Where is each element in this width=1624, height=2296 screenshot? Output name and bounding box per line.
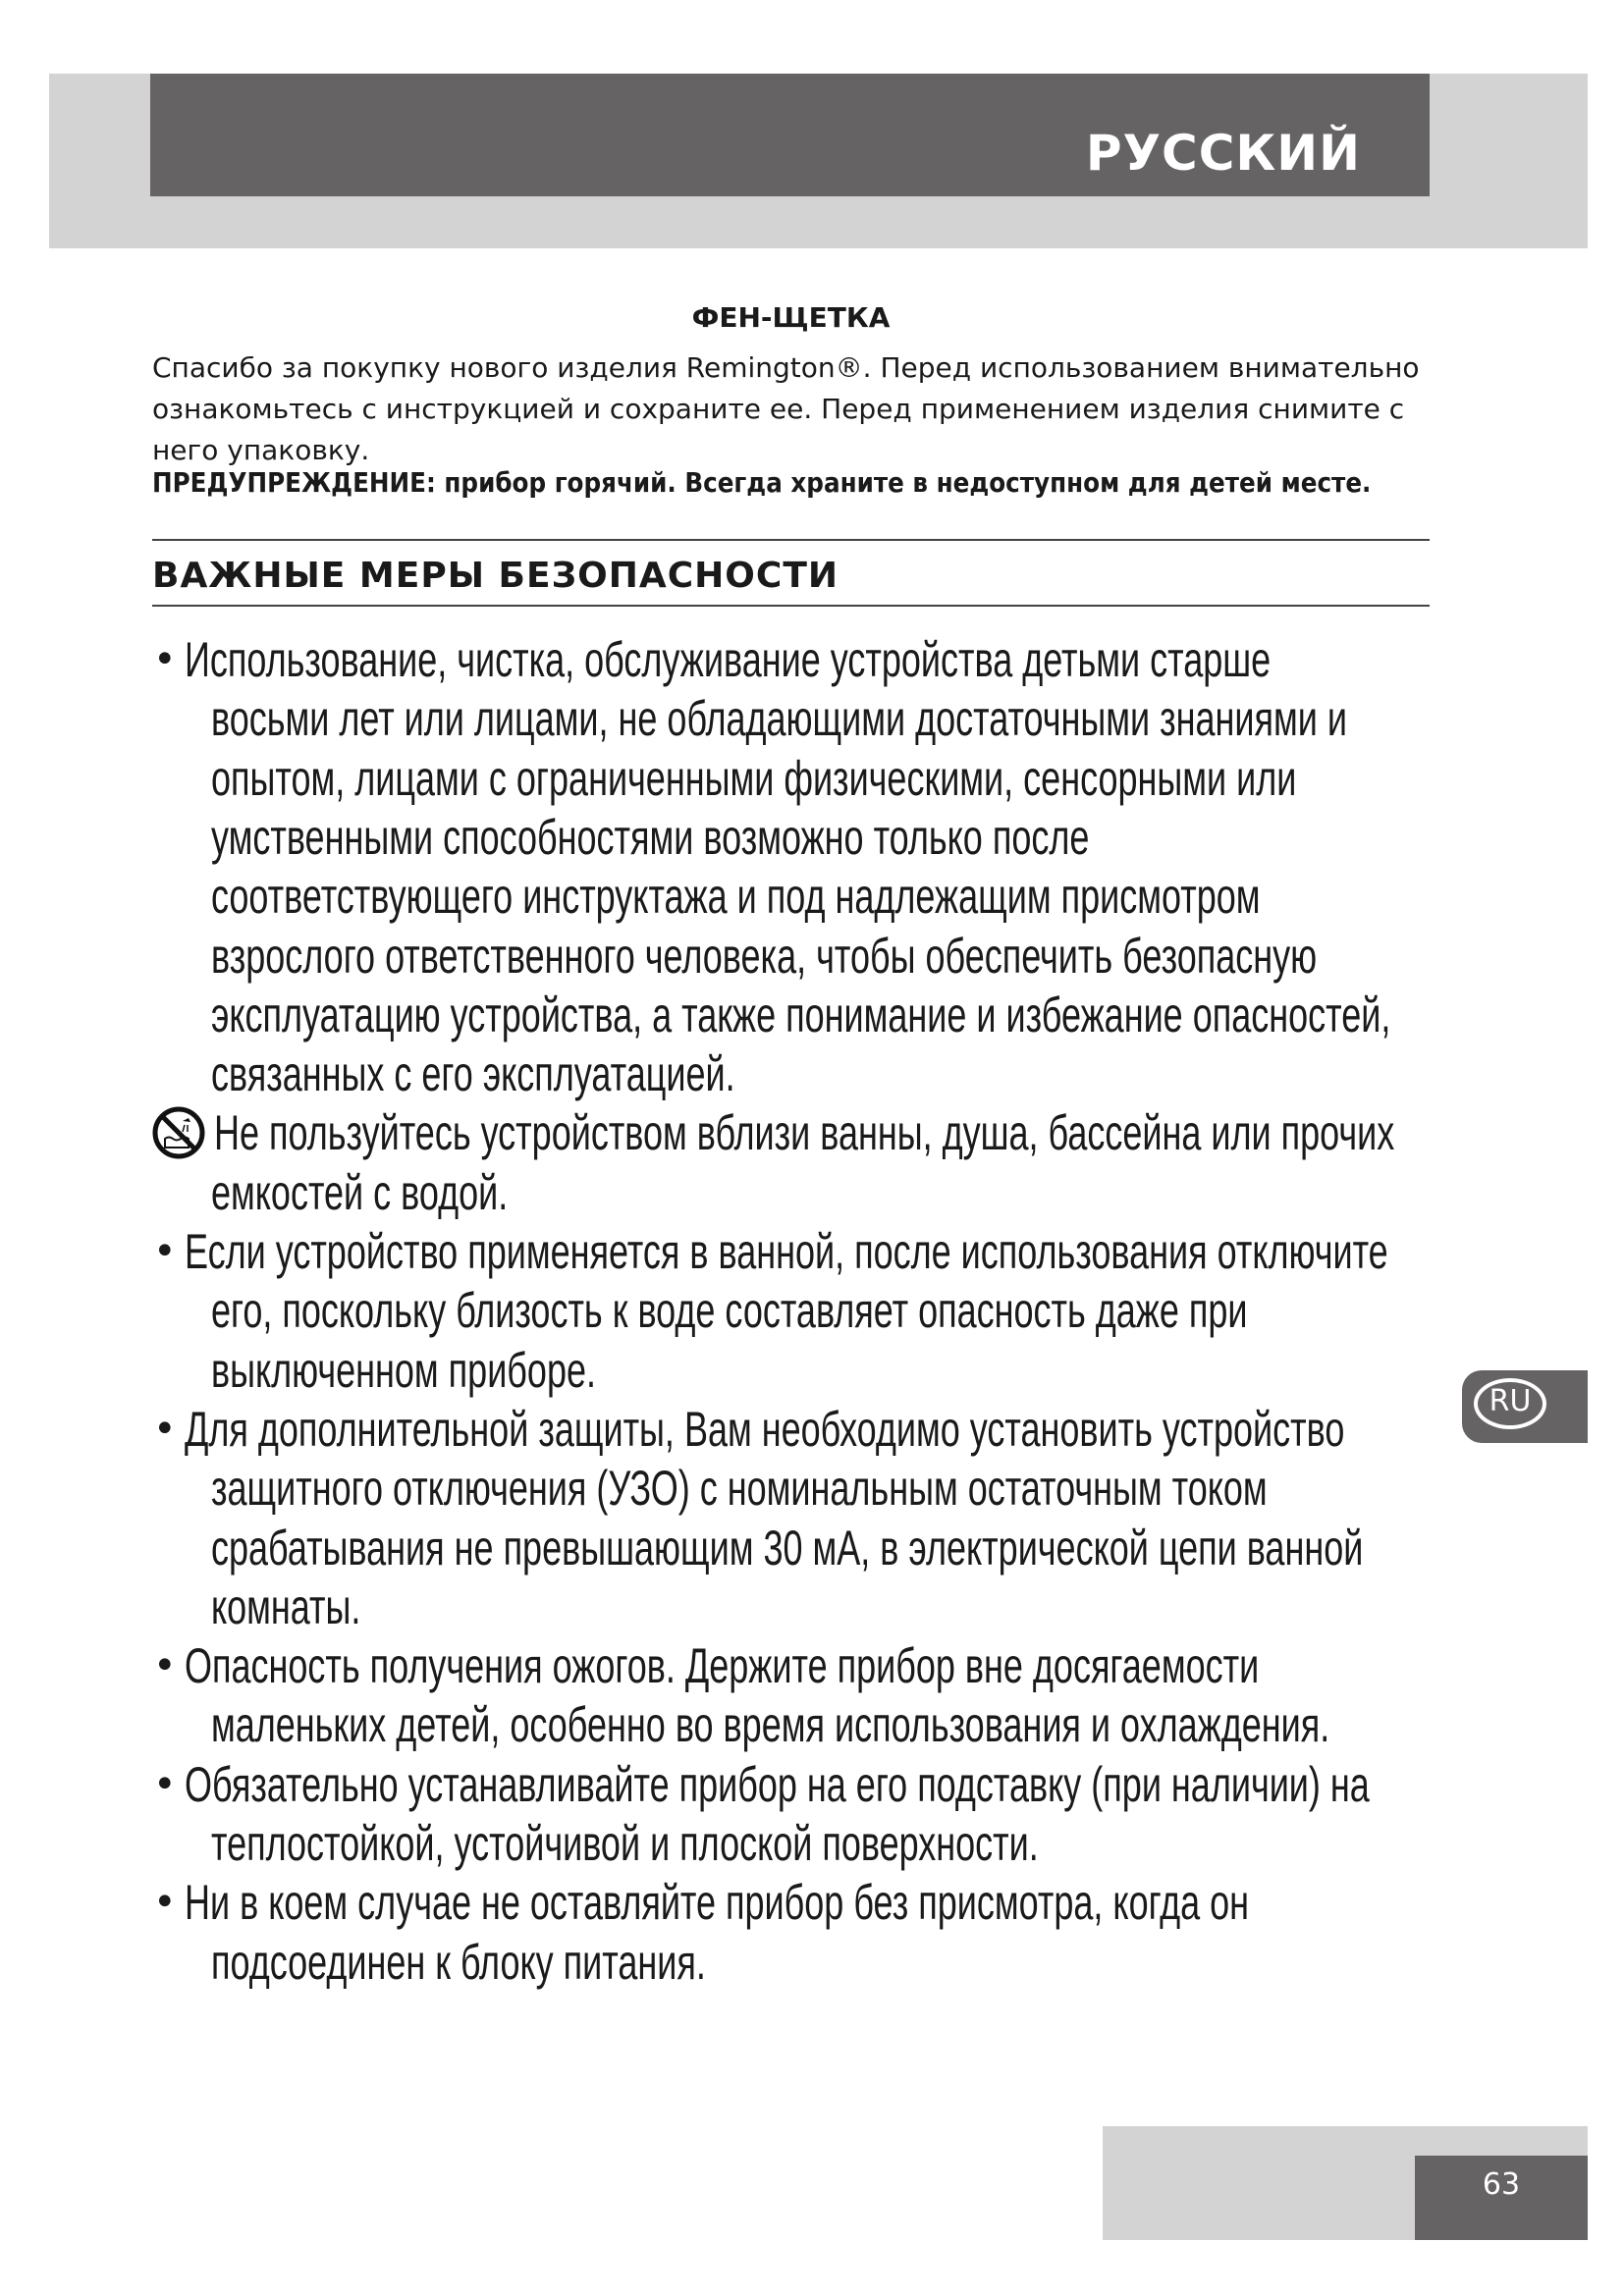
- list-item-line: Использование, чистка, обслуживание устройства детьми старше: [185, 632, 1272, 687]
- list-item-line: Ни в коем случае не оставляйте прибор без присмотра, когда он: [185, 1875, 1250, 1931]
- list-item-line: взрослого ответственного человека, чтобы обеспечить безопасную: [211, 928, 1318, 984]
- bullet-dot: •: [153, 637, 177, 682]
- header-bar: [150, 74, 1430, 196]
- list-item-line: теплостойкой, устойчивой и плоской поверхности.: [211, 1816, 1039, 1871]
- language-tab: [1462, 1370, 1588, 1443]
- list-item-line: срабатывания не превышающим 30 мА, в электрической цепи ванной: [211, 1520, 1364, 1575]
- intro-text: Спасибо за покупку нового изделия Remington®. Перед использованием внимательно ознакомьтесь с инструкцией и сохраните ее. Перед применением изделия снимите с него упаковку.: [152, 351, 1420, 466]
- list-item-line: Обязательно устанавливайте прибор на его подставку (при наличии) на: [185, 1756, 1370, 1812]
- list-item-line: эксплуатацию устройства, а также понимание и избежание опасностей,: [211, 987, 1391, 1042]
- list-item-line: подсоединен к блоку питания.: [211, 1934, 706, 1990]
- bullet-dot: •: [153, 1229, 177, 1274]
- page-number: 63: [1415, 2156, 1588, 2240]
- language-tab-label: RU: [1474, 1378, 1546, 1429]
- list-item-line: связанных с его эксплуатацией.: [211, 1046, 735, 1102]
- section-title: ВАЖНЫЕ МЕРЫ БЕЗОПАСНОСТИ: [152, 556, 839, 596]
- list-item-line: емкостей с водой.: [211, 1164, 509, 1220]
- list-item-line: Если устройство применяется в ванной, после использования отключите: [185, 1224, 1388, 1279]
- language-title: РУССКИЙ: [1085, 125, 1361, 182]
- list-item-line: опытом, лицами с ограниченными физическими, сенсорными или: [211, 750, 1297, 806]
- product-title: ФЕН-ЩЕТКА: [691, 301, 891, 334]
- warning-text: ПРЕДУПРЕЖДЕНИЕ: прибор горячий. Всегда храните в недоступном для детей месте.: [152, 466, 1372, 499]
- list-item-line: защитного отключения (УЗО) с номинальным остаточным током: [211, 1461, 1268, 1517]
- bullet-dot: •: [153, 1643, 177, 1689]
- bullet-dot: •: [153, 1761, 177, 1807]
- list-item-line: его, поскольку близость к воде составляет опасность даже при: [211, 1283, 1248, 1339]
- no-bath-icon: [151, 1105, 206, 1160]
- list-item-line: умственными способностями возможно только после: [211, 809, 1090, 865]
- list-item-line: Опасность получения ожогов. Держите прибор вне досягаемости: [185, 1638, 1260, 1694]
- list-item-line: соответствующего инструктажа и под надлежащим присмотром: [211, 869, 1261, 925]
- list-item-line: Не пользуйтесь устройством вблизи ванны, душа, бассейна или прочих: [214, 1105, 1395, 1161]
- list-item-line: восьми лет или лицами, не обладающими достаточными знаниями и: [211, 691, 1347, 747]
- section-rule-top: [152, 539, 1430, 541]
- list-item-line: выключенном приборе.: [211, 1342, 596, 1398]
- list-item-line: Для дополнительной защиты, Вам необходимо установить устройство: [185, 1401, 1345, 1457]
- list-item-line: комнаты.: [211, 1578, 361, 1634]
- bullet-dot: •: [153, 1406, 177, 1452]
- bullet-dot: •: [153, 1880, 177, 1926]
- section-rule-bottom: [152, 605, 1430, 607]
- list-item-line: маленьких детей, особенно во время использования и охлаждения.: [211, 1697, 1330, 1753]
